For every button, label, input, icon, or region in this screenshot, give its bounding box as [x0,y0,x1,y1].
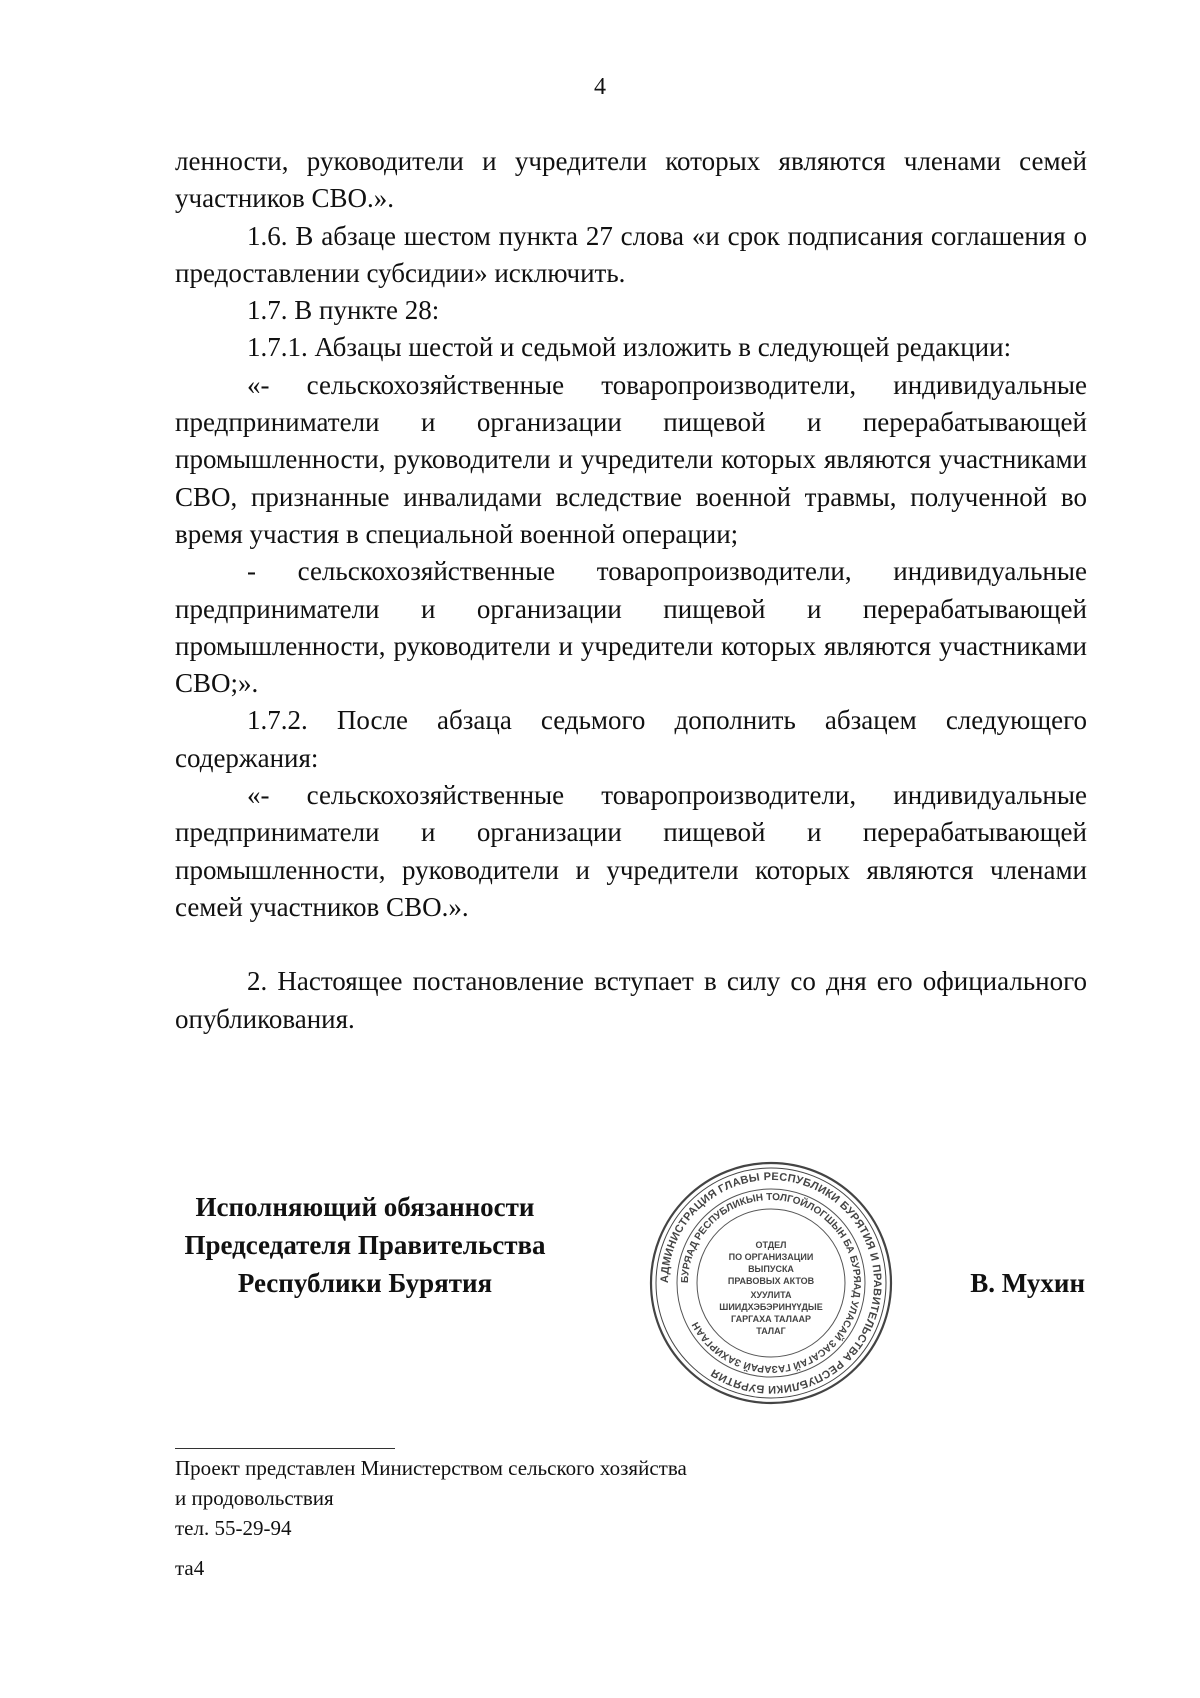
seal-outer-textpath: АДМИНИСТРАЦИЯ ГЛАВЫ РЕСПУБЛИКИ БУРЯТИЯ И ПРАВИТЕЛЬСТВА РЕСПУБЛИКИ БУРЯТИЯ [658,1170,884,1396]
signatory-position-line: Председателя Правительства [184,1230,546,1260]
document-code: та4 [175,1556,205,1580]
paragraph: «- сельскохозяйственные товаропроизводители, индивидуальные предприниматели и организации пищевой и перерабатывающей промышленности, руководители и учредители которых являются членами семей участников СВО.». [175,780,1087,922]
paragraph: 1.7.2. После абзаца седьмого дополнить абзацем следующего содержания: [175,705,1087,773]
signatory-position [150,1188,580,1302]
seal-center-line: ХУУЛИТА [750,1290,792,1300]
signatory-position-line: Исполняющий обязанности [195,1192,535,1222]
paragraph: ленности, руководители и учредители которых являются членами семей участников СВО.». [175,146,1087,214]
seal-center-line: ТАЛАГ [756,1326,786,1336]
paragraph: 1.7.1. Абзацы шестой и седьмой изложить в следующей редакции: [247,332,1012,363]
official-seal [646,1158,896,1408]
paragraph: - сельскохозяйственные товаропроизводители, индивидуальные предприниматели и организации пищевой и перерабатывающей промышленности, руководители и учредители которых являются участниками СВО;». [175,556,1087,699]
paragraph: 1.6. В абзаце шестом пункта 27 слова «и срок подписания соглашения о предоставлении субсидии» исключить. [175,220,1087,288]
seal-center-line: ОТДЕЛ [755,1240,787,1250]
seal-center-line: ГАРГАХА ТАЛААР [731,1314,811,1324]
page-number: 4 [594,74,606,100]
seal-center-line: ПО ОРГАНИЗАЦИИ [728,1252,814,1262]
paragraph: 1.7. В пункте 28: [247,295,440,326]
document-body [175,143,1087,1038]
footnote-separator [175,1448,395,1449]
footnote-line: Проект представлен Министерством сельского хозяйства [175,1456,687,1480]
seal-center-line: ПРАВОВЫХ АКТОВ [727,1276,815,1286]
footnote-line: тел. 55-29-94 [175,1516,292,1540]
footnote-line: и продовольствия [175,1486,334,1510]
seal-center-line: ШИИДХЭБЭРИНҮҮДЫЕ [719,1302,823,1312]
signatory-name: В. Мухин [970,1268,1085,1298]
footnote [175,1453,875,1543]
seal-inner-textpath: БУРЯАД РЕСПУБЛИКЫН ТОЛГОЙЛОГШЫН БА БУРЯАД УЛАСАЙ ЗАСАГАЙ ГАЗАРАЙ ЗАХИРГААН [679,1191,863,1375]
paragraph-final: 2. Настоящее постановление вступает в силу со дня его официального опубликования. [175,966,1087,1034]
signatory-position-line: Республики Бурятия [237,1268,493,1298]
paragraph: «- сельскохозяйственные товаропроизводители, индивидуальные предприниматели и организации пищевой и перерабатывающей промышленности, руководители и учредители которых являются участниками СВО, признанные инвалидами вследствие военной травмы, полученной во время участия в специальной военной операции; [175,369,1087,549]
seal-center-line: ВЫПУСКА [748,1264,794,1274]
